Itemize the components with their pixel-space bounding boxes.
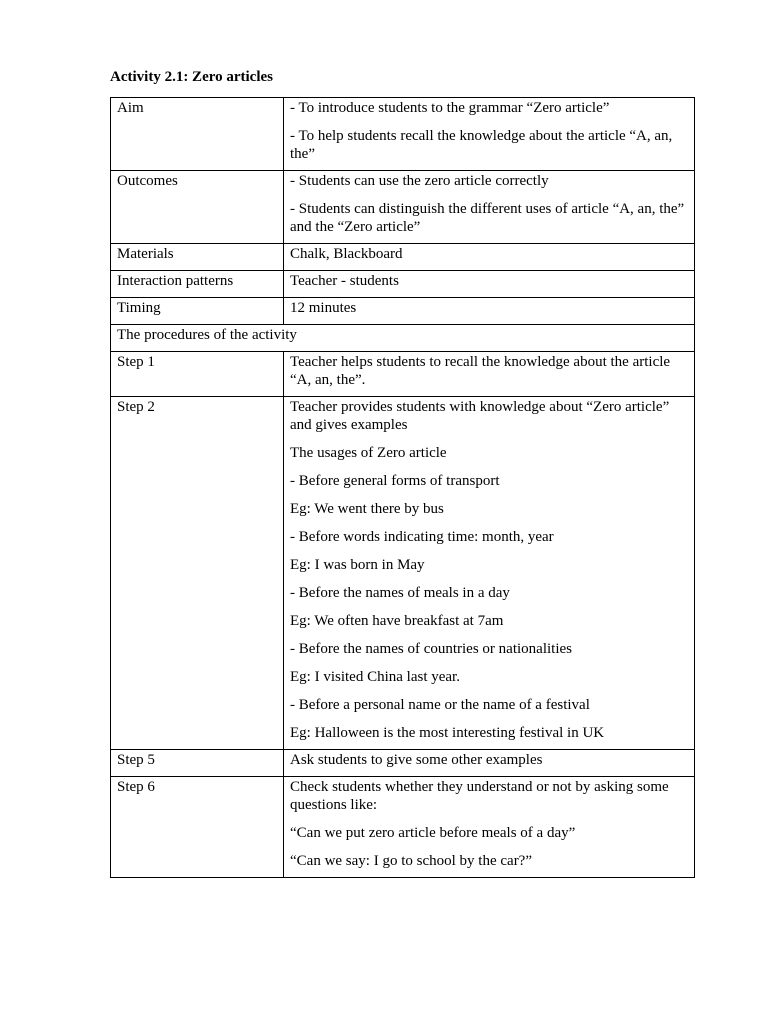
interaction-label: Interaction patterns <box>111 271 284 298</box>
step2-line: Eg: We often have breakfast at 7am <box>290 613 504 629</box>
step6-line: Check students whether they understand or not by asking some questions like: <box>290 779 669 813</box>
step6-label: Step 6 <box>111 777 284 878</box>
page-title: Activity 2.1: Zero articles <box>110 69 274 85</box>
step1-line: Teacher helps students to recall the knowledge about the article “A, an, the”. <box>290 354 671 388</box>
step2-line: - Before the names of countries or nationalities <box>290 641 572 657</box>
outcomes-label: Outcomes <box>111 171 284 244</box>
step2-line: Eg: Halloween is the most interesting festival in UK <box>290 725 605 741</box>
step2-line: Eg: We went there by bus <box>290 501 444 517</box>
step6-line: “Can we put zero article before meals of a day” <box>290 825 576 841</box>
aim-line: - To help students recall the knowledge about the article “A, an, the” <box>290 128 673 162</box>
step2-line: - Before the names of meals in a day <box>290 585 510 601</box>
table-row-step2 <box>111 397 695 750</box>
step2-line: Teacher provides students with knowledge about “Zero article” and gives examples <box>290 399 670 433</box>
outcomes-line: - Students can distinguish the different uses of article “A, an, the” and the “Zero article” <box>290 201 685 235</box>
materials-label: Materials <box>111 244 284 271</box>
table-row-step1 <box>111 352 695 397</box>
step2-value <box>284 397 695 750</box>
step2-line: Eg: I was born in May <box>290 557 425 573</box>
table-row-procedures-header <box>111 325 695 352</box>
timing-value: 12 minutes <box>284 298 695 325</box>
step6-line: “Can we say: I go to school by the car?” <box>290 853 532 869</box>
step1-value <box>284 352 695 397</box>
outcomes-value <box>284 171 695 244</box>
aim-line: - To introduce students to the grammar “Zero article” <box>290 100 610 116</box>
table-row-materials <box>111 244 695 271</box>
step2-line: - Before general forms of transport <box>290 473 500 489</box>
interaction-value: Teacher - students <box>284 271 695 298</box>
aim-label: Aim <box>111 98 284 171</box>
step2-line: The usages of Zero article <box>290 445 447 461</box>
materials-value: Chalk, Blackboard <box>284 244 695 271</box>
table-row-interaction <box>111 271 695 298</box>
timing-label: Timing <box>111 298 284 325</box>
step5-label: Step 5 <box>111 750 284 777</box>
outcomes-line: - Students can use the zero article correctly <box>290 173 549 189</box>
step6-value <box>284 777 695 878</box>
table-row-step5 <box>111 750 695 777</box>
table-row-aim <box>111 98 695 171</box>
step2-line: - Before a personal name or the name of a festival <box>290 697 590 713</box>
procedures-header: The procedures of the activity <box>111 325 695 352</box>
aim-value <box>284 98 695 171</box>
step2-label: Step 2 <box>111 397 284 750</box>
table-row-outcomes <box>111 171 695 244</box>
step1-label: Step 1 <box>111 352 284 397</box>
step2-line: - Before words indicating time: month, year <box>290 529 554 545</box>
activity-table <box>110 97 695 878</box>
step5-line: Ask students to give some other examples <box>290 752 543 768</box>
table-row-step6 <box>111 777 695 878</box>
step2-line: Eg: I visited China last year. <box>290 669 460 685</box>
step5-value <box>284 750 695 777</box>
table-row-timing <box>111 298 695 325</box>
